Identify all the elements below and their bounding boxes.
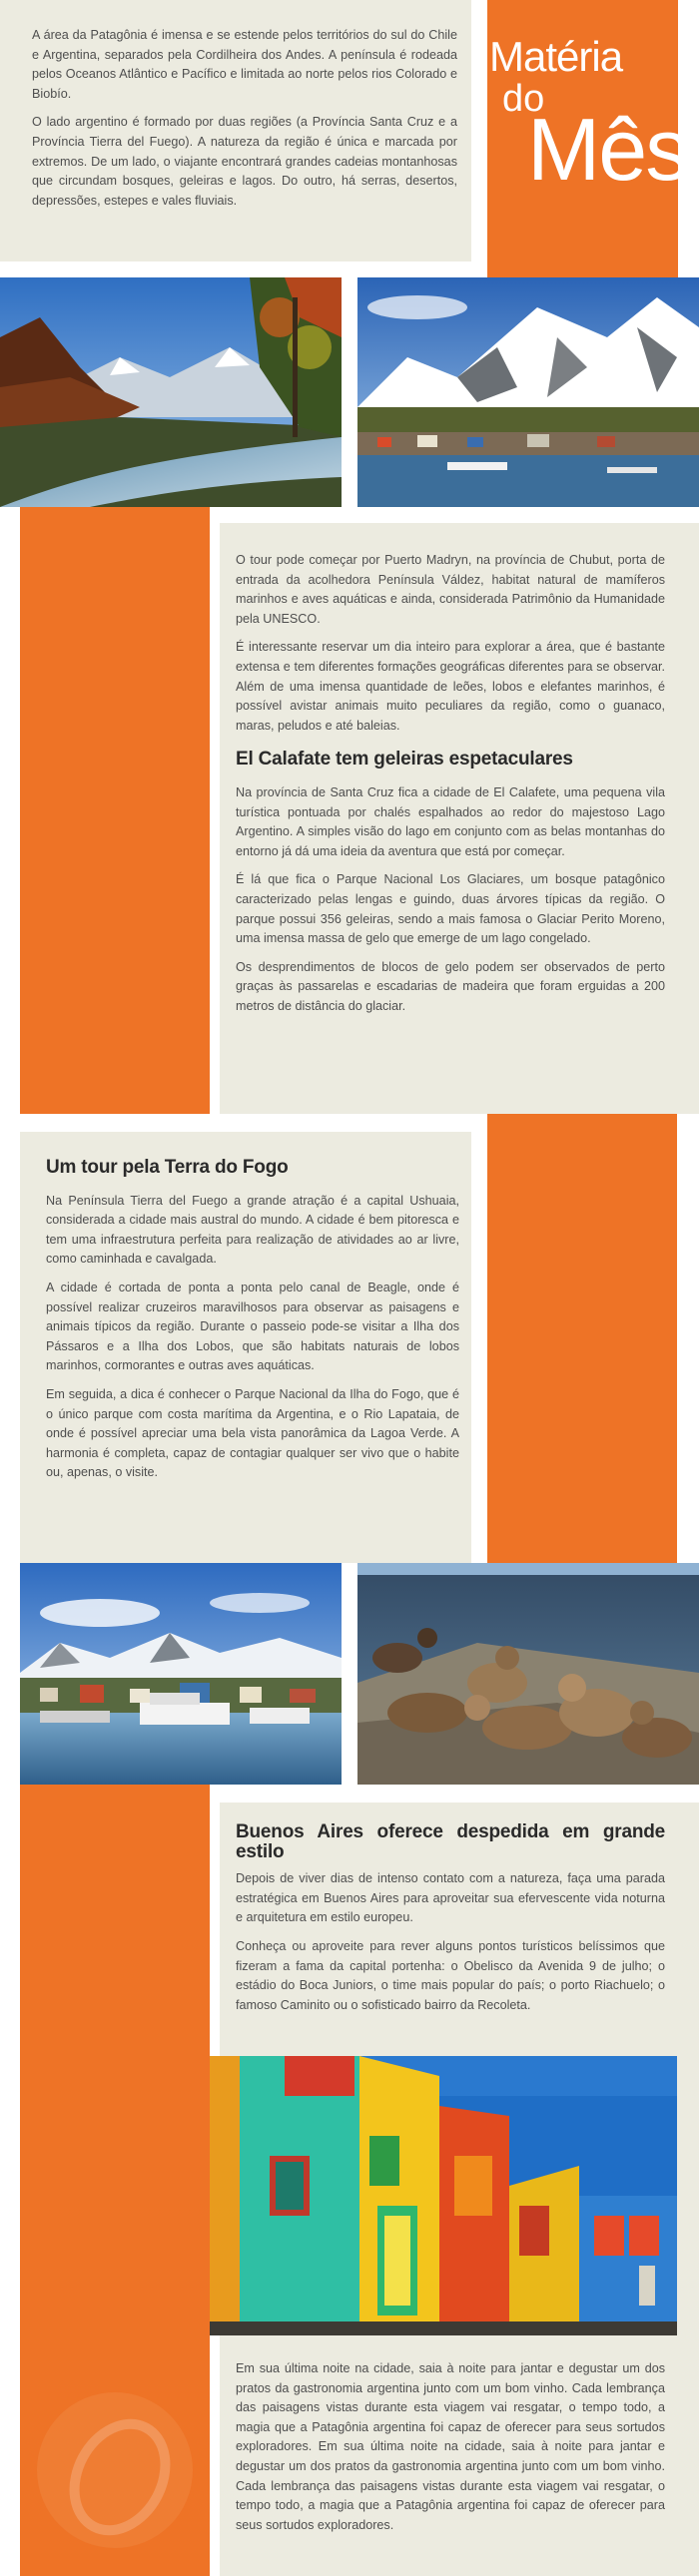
section3-text-bottom	[236, 2359, 665, 2544]
intro-paragraph-1: A área da Patagônia é imensa e se estende pelos territórios do sul do Chile e Argentina, separados pela Cordilheira dos Andes. A península é rodeada pelos Oceanos Atlântico e Pacífico e limitada ao norte pelos rios Colorado e Biobío.	[32, 28, 457, 101]
photo-sea-lions	[357, 1563, 699, 1785]
section1-heading: El Calafate tem geleiras espetaculares	[236, 749, 573, 771]
masthead-title-line2: do	[502, 78, 545, 120]
section3-paragraph-2: Conheça ou aproveite para rever alguns pontos turísticos belíssimos que fizeram a fama da capital portenha: o Obelisco da Avenida 9 de julho; o estádio do Boca Juniors, o time mais popular do país; o porto Riachuelo; o famoso Caminito ou o sofisticado bairro da Recoleta.	[236, 1938, 665, 2012]
photo-caminito-houses	[210, 2056, 677, 2335]
masthead-title-line1: Matéria	[489, 33, 623, 80]
intro-text	[32, 26, 457, 220]
section1-paragraph-3: Na província de Santa Cruz fica a cidade de El Calafete, uma pequena vila turística pontuada por chalés espalhados ao redor do majestoso Lago Argentino. A simples visão do lago em conjunto com as belas montanhas do entorno já dá uma ideia da aventura que está por começar.	[236, 784, 665, 858]
section2-paragraph-1: Na Península Tierra del Fuego a grande atração é a capital Ushuaia, considerada a cidade mais austral do mundo. A cidade é bem pitoresca e tem uma infraestrutura perfeita para realização de atividades ao ar livre, como caminhada e cavalgada.	[46, 1193, 459, 1267]
intro-paragraph-2: O lado argentino é formado por duas regiões (a Província Santa Cruz e a Província Tierra del Fuego). A natureza da região é única e marcada por extremos. De um lado, o viajante encontrará grandes cadeias montanhosas que circundam bosques, geleiras e lagos. Do outro, há serras, desertos, depressões, estepes e vales fluviais.	[32, 115, 457, 208]
section1-orange-column	[20, 507, 210, 1114]
section1-paragraph-2: É interessante reservar um dia inteiro para explorar a área, que é bastante extensa e tem diferentes formações geográficas diferentes para se observar. Além de uma imensa quantidade de leões, lobos e elefantes marinhos, é possível avistar animais muito peculiares da região, como o guanaco, maras, peludos e até baleias.	[236, 640, 665, 733]
section2-orange-column	[487, 1114, 677, 1563]
section2-text	[46, 1158, 459, 1492]
section3-paragraph-1: Depois de viver dias de intenso contato com a natureza, faça uma parada estratégica em Buenos Aires para aproveitar sua efervescente vida noturna e arquitetura em estilo europeu.	[236, 1871, 665, 1925]
masthead-title-line3: Mês	[527, 100, 688, 199]
section1-text	[236, 551, 665, 1025]
section2-paragraph-2: A cidade é cortada de ponta a ponta pelo canal de Beagle, onde é possível realizar cruzeiros maravilhosos para observar as paisagens e animais típicos da região. Durante o passeio pode-se visitar a Ilha dos Pássaros e a Ilha dos Lobos, que são habitats naturais de lobos marinhos, cormorantes e outras aves aquáticas.	[46, 1280, 459, 1373]
decorative-letter-o	[30, 2385, 200, 2555]
section2-paragraph-3: Em seguida, a dica é conhecer o Parque Nacional da Ilha do Fogo, que é o único parque com costa marítima da Argentina, e o Rio Lapataia, de onde é possível apreciar uma bela vista panorâmica da Lagoa Verde. A harmonia é completa, capaz de contagiar qualquer ser vivo que o habite ou, apenas, o visite.	[46, 1386, 459, 1480]
section3-paragraph-3: Em sua última noite na cidade, saia à noite para jantar e degustar um dos pratos da gastronomia argentina junto com um bom vinho. Cada lembrança das paisagens vistas durante esta viagem vai resgatar, o tempo todo, a magia que a Patagônia argentina foi capaz de oferecer para seus sortudos exploradores. Em sua última noite na cidade, saia à noite para jantar e degustar um dos pratos da gastronomia argentina junto com um bom vinho. Cada lembrança das paisagens vistas durante esta viagem vai resgatar, o tempo todo, a magia que a Patagônia argentina foi capaz de oferecer para seus sortudos exploradores.	[236, 2361, 665, 2532]
photo-river-forest	[0, 277, 342, 507]
section3-heading: Buenos Aires oferece despedida em grande estilo	[236, 1821, 665, 1862]
section1-paragraph-5: Os desprendimentos de blocos de gelo podem ser observados de perto graças às passarelas e escadarias de madeira que foram erguidas a 200 metros de distância do glaciar.	[236, 959, 665, 1013]
photo-mountain-harbor	[357, 277, 699, 507]
section1-paragraph-4: É lá que fica o Parque Nacional Los Glaciares, um bosque patagônico caracterizado pelas lengas e guindo, duas árvores típicas da região. O parque possui 356 geleiras, sendo a mais famosa o Glaciar Perito Moreno, uma imensa massa de gelo que emerge de um lago congelado.	[236, 872, 665, 946]
section3-text-top	[236, 1822, 665, 2024]
section2-heading: Um tour pela Terra do Fogo	[46, 1157, 289, 1178]
photo-ushuaia-harbor	[20, 1563, 342, 1785]
section1-paragraph-1: O tour pode começar por Puerto Madryn, na província de Chubut, porta de entrada da acolhedora Península Váldez, habitat natural de mamíferos marinhos e aves aquáticas e ainda, considerada Patrimônio da Humanidade pela UNESCO.	[236, 553, 665, 626]
